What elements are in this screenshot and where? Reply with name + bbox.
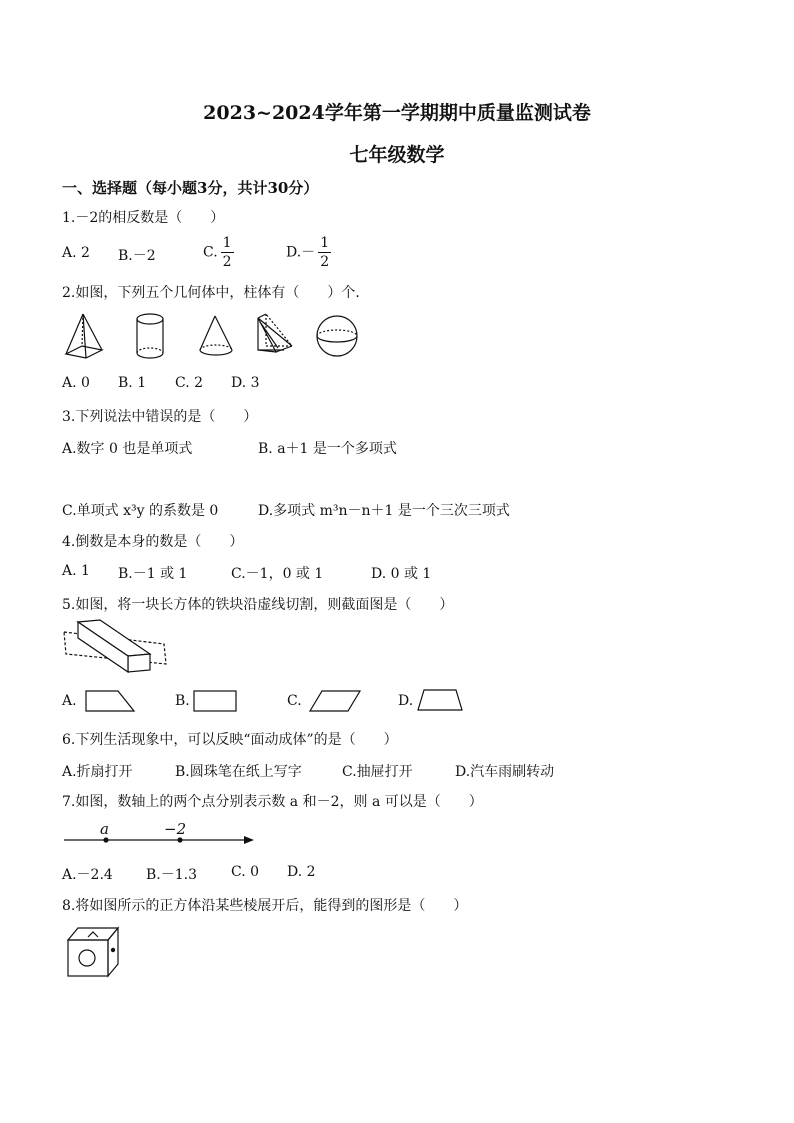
page-title: 2023~2024学年第一学期期中质量监测试卷 (203, 102, 591, 124)
question-1-stem: 1.－2的相反数是（ ） (62, 210, 225, 226)
question-7-stem: 7.如图，数轴上的两个点分别表示数 a 和－2，则 a 可以是（ ） (62, 794, 483, 810)
question-6-stem: 6.下列生活现象中，可以反映“面动成体”的是（ ） (62, 732, 398, 748)
question-7-option-b: B.－1.3 (146, 867, 198, 883)
fraction-numerator: 1 (222, 235, 232, 251)
question-8-stem: 8.将如图所示的正方体沿某些棱展开后，能得到的图形是（ ） (62, 898, 468, 914)
question-2-option-c: C. 2 (175, 375, 204, 391)
question-1-option-a: A. 2 (62, 245, 90, 261)
question-4-option-c: C.－1，0 或 1 (231, 566, 324, 582)
question-2-option-b: B. 1 (118, 375, 147, 391)
question-7-option-c: C. 0 (231, 864, 260, 880)
question-2-option-d: D. 3 (231, 375, 260, 391)
triangular-prism-icon (258, 314, 292, 352)
option-d-prefix: D.－ (286, 244, 316, 261)
solids-figure (60, 310, 370, 362)
fraction-half (318, 236, 331, 269)
question-7-option-a: A.－2.4 (62, 867, 113, 883)
cube-figure (64, 924, 124, 980)
option-c-prefix: C. (203, 244, 218, 261)
pyramid-icon (66, 314, 102, 358)
question-3-stem: 3.下列说法中错误的是（ ） (62, 409, 258, 425)
question-2-option-a: A. 0 (62, 375, 90, 391)
question-6-option-b: B.圆珠笔在纸上写字 (175, 764, 302, 780)
question-5-option-a: A. (62, 693, 77, 709)
fraction-numerator: 1 (320, 235, 330, 251)
question-5-option-b: B. (175, 693, 190, 709)
question-1-option-c (203, 236, 234, 269)
question-4-option-b: B.－1 或 1 (118, 566, 188, 582)
cone-icon (200, 316, 232, 355)
dot-face-icon (111, 948, 114, 951)
sphere-icon (317, 316, 357, 356)
caret-face-icon (88, 932, 98, 937)
rectangle-icon (192, 689, 240, 713)
page-subtitle: 七年级数学 (349, 144, 445, 166)
arrow-right-icon (244, 836, 254, 844)
question-4-option-a: A. 1 (62, 563, 90, 579)
question-6-option-a: A.折扇打开 (62, 764, 133, 780)
question-6-option-d: D.汽车雨刷转动 (455, 764, 555, 780)
question-1-option-b: B.－2 (118, 248, 156, 264)
question-2-stem: 2.如图，下列五个几何体中，柱体有（ ）个． (62, 285, 370, 301)
point-a-label: a (100, 820, 109, 838)
cuboid-cut-figure (62, 618, 170, 678)
fraction-half (221, 236, 234, 269)
trapezoid-right-icon (84, 689, 138, 713)
question-5-stem: 5.如图，将一块长方体的铁块沿虚线切割，则截面图是（ ） (62, 597, 454, 613)
point-minus-two-label: −2 (164, 820, 187, 838)
question-3-option-b: B. a＋1 是一个多项式 (258, 441, 397, 457)
question-7-option-d: D. 2 (287, 864, 316, 880)
question-4-option-d: D. 0 或 1 (371, 566, 432, 582)
question-3-option-a: A.数字 0 也是单项式 (62, 441, 193, 457)
circle-face-icon (79, 950, 95, 966)
parallelogram-icon (308, 689, 364, 713)
cylinder-icon (137, 314, 163, 358)
question-3-option-d: D.多项式 m³n－n＋1 是一个三次三项式 (258, 503, 510, 519)
section-heading: 一、选择题（每小题3分，共计30分） (62, 179, 319, 197)
point-a (103, 837, 108, 842)
question-5-option-d: D. (398, 693, 414, 709)
question-5-option-c: C. (287, 693, 302, 709)
point-minus-two (177, 837, 182, 842)
number-line-figure (62, 818, 258, 852)
question-4-stem: 4.倒数是本身的数是（ ） (62, 534, 244, 550)
question-3-option-c: C.单项式 x³y 的系数是 0 (62, 503, 219, 519)
fraction-denominator: 2 (320, 254, 330, 270)
question-1-option-d (286, 236, 331, 269)
question-6-option-c: C.抽屉打开 (342, 764, 413, 780)
trapezoid-icon (416, 688, 466, 714)
fraction-denominator: 2 (222, 254, 232, 270)
